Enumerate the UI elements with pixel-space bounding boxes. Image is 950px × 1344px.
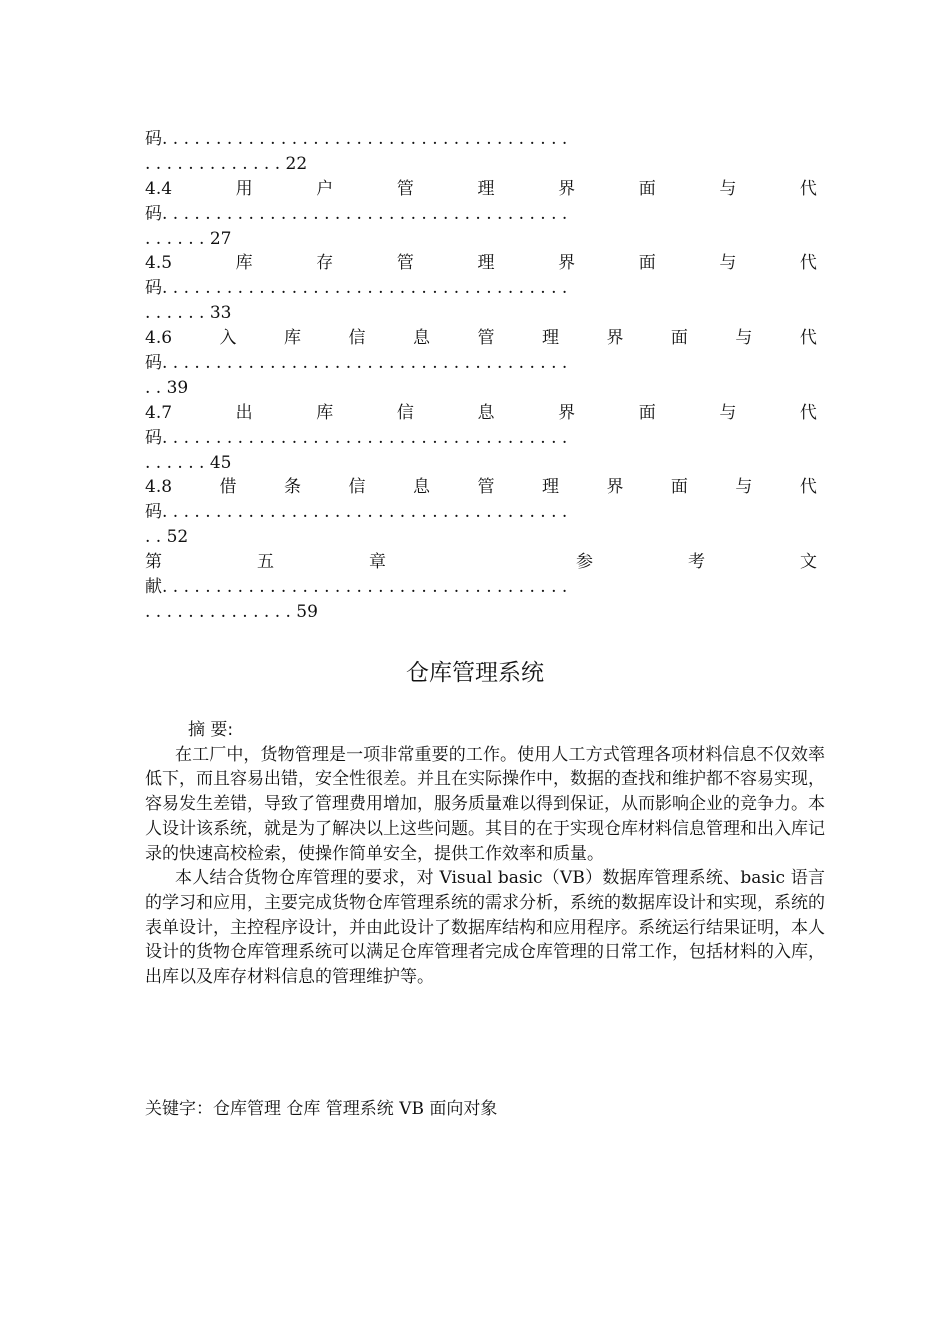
toc-entry-4-7 [145,401,817,426]
toc-entry-number: 4.7 [145,402,173,423]
keywords-text: 仓库管理 仓库 管理系统 VB 面向对象 [213,1099,498,1119]
toc-dots-line: 献. . . . . . . . . . . . . . . . . . . . . . . . . . . . . . . . . . . . . . [145,577,568,598]
toc-entry-word: 界 [558,178,576,199]
toc-entry-word: 出 [235,402,253,423]
toc-entry-word: 面 [638,253,656,274]
table-of-contents [145,127,817,625]
toc-entry-word: 库 [235,253,253,274]
abstract-section [145,718,825,990]
toc-entry-word: 代 [799,253,817,274]
toc-entry-word: 面 [638,402,656,423]
toc-entry-4-6 [145,326,817,351]
toc-entry-word: 文 [800,552,817,573]
toc-page-line: . . . . . . . . . . . . . 22 [145,153,308,174]
toc-entry-word: 面 [638,178,656,199]
toc-page-line: . . . . . . 27 [145,228,232,249]
toc-entry-word: 管 [396,253,414,274]
keywords-label: 关键字： [145,1099,213,1119]
toc-entry-word: 面 [670,328,688,349]
toc-entry-word: 面 [670,477,688,498]
toc-entry-word: 参 [576,552,593,573]
toc-entry-word: 存 [316,253,334,274]
toc-entry-word: 信 [348,328,366,349]
toc-entry-word: 第 [145,552,162,573]
toc-entry-word: 章 [369,552,386,573]
toc-entry-word: 息 [412,328,430,349]
toc-entry-word: 入 [219,328,237,349]
toc-entry-word: 库 [316,402,334,423]
toc-entry-word: 管 [477,477,495,498]
toc-entry-word: 理 [541,328,559,349]
toc-entry-number: 4.5 [145,253,173,274]
toc-entry-word: 理 [541,477,559,498]
toc-entry-word: 用 [235,178,253,199]
toc-entry-word: 户 [316,178,334,199]
toc-page-line: . . . . . . . . . . . . . . 59 [145,601,318,622]
toc-entry-word: 五 [257,552,274,573]
toc-entry-word: 代 [799,402,817,423]
toc-entry-word: 息 [477,402,495,423]
toc-entry-word: 代 [799,477,817,498]
toc-entry-word: 管 [477,328,495,349]
toc-entry-word: 条 [284,477,302,498]
toc-entry-word: 与 [735,328,753,349]
toc-entry-4-4 [145,177,817,202]
toc-dots-line: 码. . . . . . . . . . . . . . . . . . . . . . . . . . . . . . . . . . . . . . [145,502,568,523]
toc-entry-word: 界 [606,477,624,498]
toc-entry-word: 息 [412,477,430,498]
abstract-paragraph-2: 本人结合货物仓库管理的要求，对 Visual basic（VB）数据库管理系统、basic 语言的学习和应用，主要完成货物仓库管理系统的需求分析，系统的数据库设计和实现，系统的表单设计，主控程序设计，并由此设计了数据库结构和应用程序。系统运行结果证明，本人设计的货物仓库管理系统可以满足仓库管理者完成仓库管理的日常工作，包括材料的入库，出库以及库存材料信息的管理维护等。 [145,868,825,988]
toc-entry-word: 与 [735,477,753,498]
toc-dots-line: 码. . . . . . . . . . . . . . . . . . . . . . . . . . . . . . . . . . . . . . [145,427,568,448]
toc-dots-line: 码. . . . . . . . . . . . . . . . . . . . . . . . . . . . . . . . . . . . . . [145,353,568,374]
toc-entry-word: 理 [477,253,495,274]
toc-entry-word: 管 [396,178,414,199]
keywords-line [145,1096,825,1122]
toc-page-line: . . 52 [145,527,189,548]
toc-entry-word: 代 [799,328,817,349]
toc-entry-word: 与 [719,178,737,199]
toc-entry-word: 界 [558,402,576,423]
toc-page-line: . . . . . . 45 [145,452,232,473]
toc-page-line: . . 39 [145,377,189,398]
toc-entry-number: 4.4 [145,178,173,199]
toc-entry-4-8 [145,475,817,500]
toc-entry-word: 借 [219,477,237,498]
toc-dots-line: 码. . . . . . . . . . . . . . . . . . . . . . . . . . . . . . . . . . . . . . [145,203,568,224]
abstract-paragraph-1: 在工厂中，货物管理是一项非常重要的工作。使用人工方式管理各项材料信息不仅效率低下，而且容易出错，安全性很差。并且在实际操作中，数据的查找和维护都不容易实现，容易发生差错，导致了管理费用增加，服务质量难以得到保证，从而影响企业的竞争力。本人设计该系统，就是为了解决以上这些问题。其目的在于实现仓库材料信息管理和出入库记录的快速高校检索，使操作简单安全，提供工作效率和质量。 [145,744,825,864]
toc-entry-word: 与 [719,253,737,274]
toc-entry-number: 4.8 [145,477,173,498]
toc-entry-word: 代 [799,178,817,199]
toc-entry-word: 界 [558,253,576,274]
toc-entry-word: 理 [477,178,495,199]
toc-entry-word: 信 [348,477,366,498]
toc-page-line: . . . . . . 33 [145,303,232,324]
toc-entry-word: 考 [688,552,705,573]
toc-entry-word: 库 [284,328,302,349]
toc-entry-chapter-5 [145,550,817,575]
document-title: 仓库管理系统 [406,660,544,686]
toc-entry-word: 界 [606,328,624,349]
toc-dots-line: 码. . . . . . . . . . . . . . . . . . . . . . . . . . . . . . . . . . . . . . [145,278,568,299]
abstract-heading: 摘 要: [188,720,234,740]
toc-entry-word: 与 [719,402,737,423]
toc-entry-number: 4.6 [145,328,173,349]
toc-entry-4-5 [145,251,817,276]
toc-entry-word: 信 [396,402,414,423]
toc-dots-line: 码. . . . . . . . . . . . . . . . . . . . . . . . . . . . . . . . . . . . . . [145,129,568,149]
